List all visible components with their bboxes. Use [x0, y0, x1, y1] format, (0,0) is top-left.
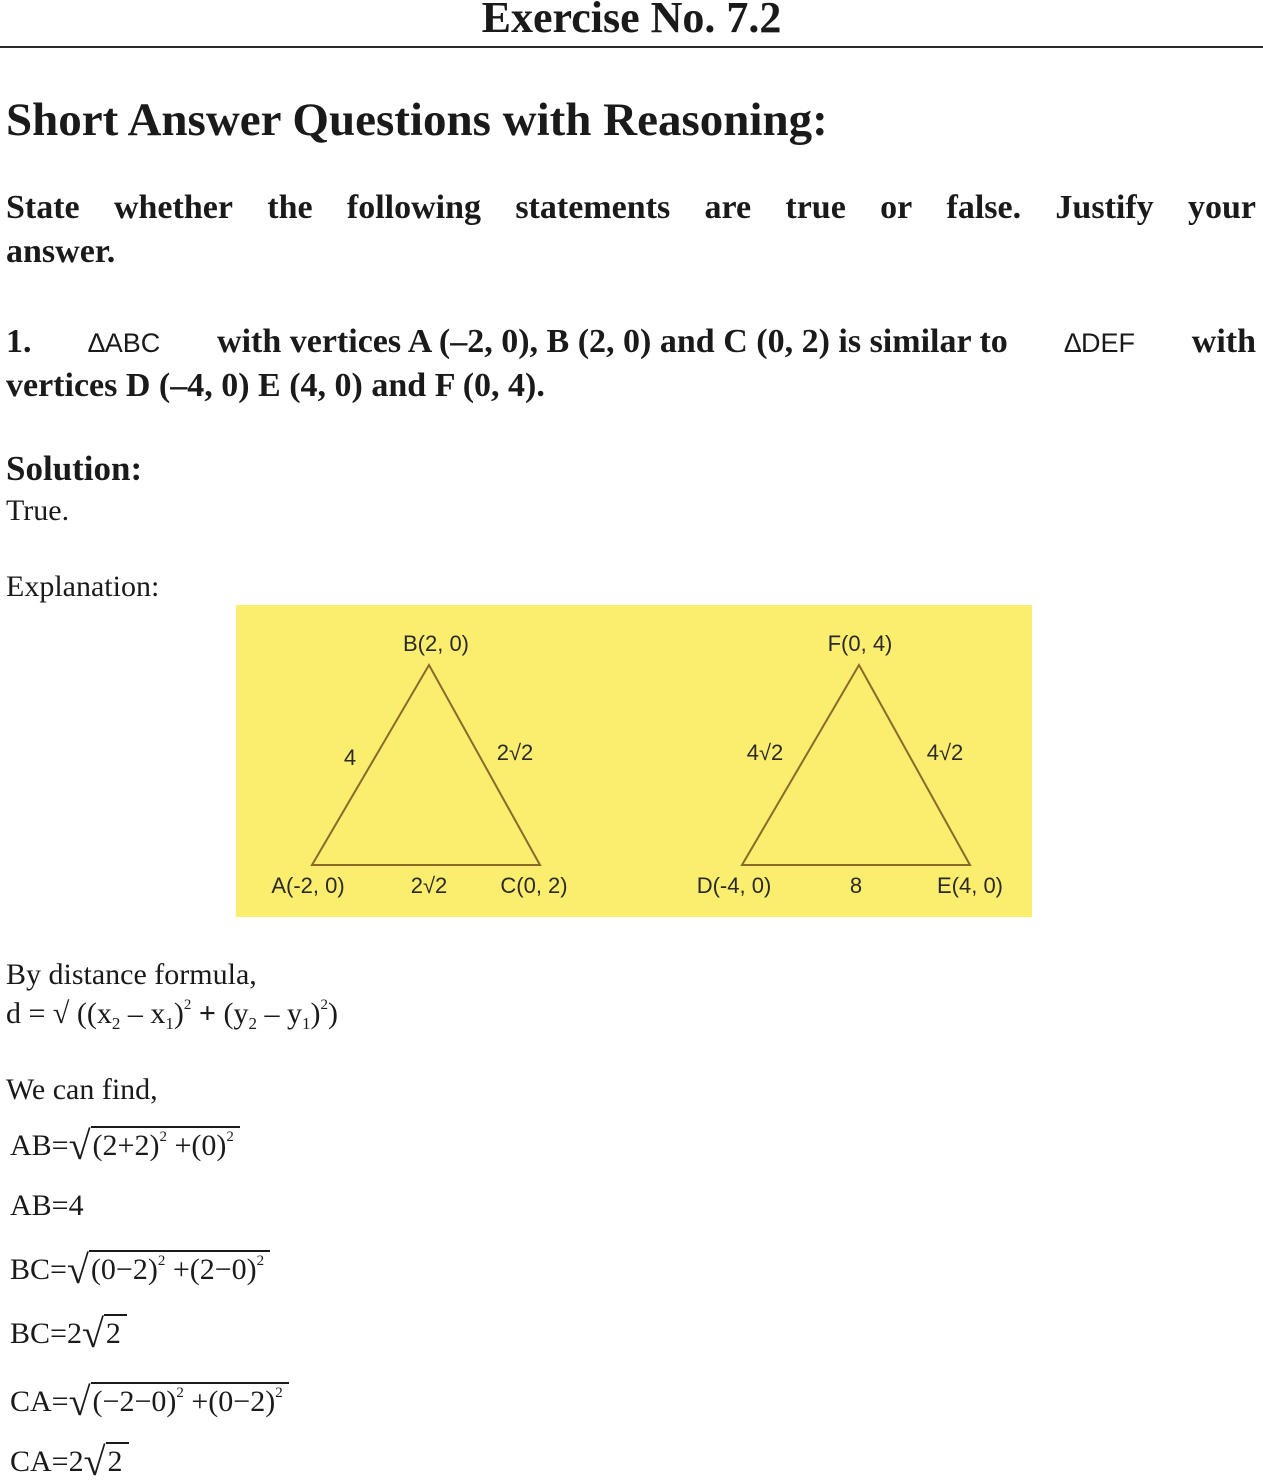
instruction-line-1	[6, 186, 1256, 230]
term: +(0−2)	[191, 1385, 276, 1418]
sqrt-symbol: √	[83, 1439, 106, 1484]
radicand: 2	[106, 1442, 129, 1478]
instruction-word: your	[1187, 189, 1256, 226]
section-heading: Short Answer Questions with Reasoning:	[6, 94, 828, 146]
question-number: 1.	[6, 323, 32, 360]
sqrt-symbol: √	[81, 1311, 104, 1356]
formula-part: – y	[264, 997, 302, 1030]
term: +(2−0)	[172, 1253, 257, 1286]
formula-part: (y	[223, 997, 249, 1030]
subscript: 1	[165, 1014, 174, 1033]
triangles-diagram	[236, 605, 1032, 917]
eq-label: CA=	[10, 1385, 69, 1418]
radicand: 2	[104, 1314, 127, 1350]
superscript: 2	[183, 997, 192, 1013]
instruction-word: or	[880, 189, 913, 226]
term: +(0)	[174, 1129, 227, 1162]
vertex-e-label: E(4, 0)	[936, 873, 1004, 898]
instruction-line-2: answer.	[6, 233, 116, 270]
side-de-label: 8	[849, 873, 863, 898]
superscript: 2	[256, 1253, 265, 1269]
question-line-2: vertices D (–4, 0) E (4, 0) and F (0, 4).	[6, 367, 545, 404]
triangle-def	[742, 665, 970, 865]
side-bc-label: 2√2	[496, 740, 534, 765]
vertex-f-label: F(0, 4)	[827, 631, 893, 656]
sqrt-symbol: √	[68, 1123, 91, 1168]
side-ab-label: 4	[343, 745, 357, 770]
side-fe-label: 4√2	[926, 740, 964, 765]
solution-answer: True.	[6, 494, 70, 527]
ca-result	[10, 1440, 129, 1484]
question-text-end: with	[1191, 323, 1256, 360]
instruction-word: whether	[113, 189, 233, 226]
explanation-label: Explanation:	[6, 570, 160, 603]
title-divider	[0, 46, 1263, 48]
instruction-word: statements	[515, 189, 671, 226]
instruction-word: following	[346, 189, 482, 226]
triangle-abc-symbol: ∆ABC	[88, 328, 161, 358]
formula-part: – x	[127, 997, 166, 1030]
ab-calculation	[10, 1124, 240, 1168]
distance-formula	[6, 996, 338, 1037]
instruction-word: State	[6, 189, 80, 226]
vertex-a-label: A(-2, 0)	[271, 873, 345, 898]
side-ac-label: 2√2	[410, 873, 448, 898]
triangles-figure	[236, 605, 1032, 917]
instruction-word: the	[267, 189, 313, 226]
eq-label: CA=2	[10, 1445, 84, 1478]
vertex-c-label: C(0, 2)	[500, 873, 568, 898]
vertex-b-label: B(2, 0)	[402, 631, 470, 656]
superscript: 2	[226, 1129, 234, 1145]
bc-calculation	[10, 1248, 270, 1292]
sqrt-symbol: √	[68, 1379, 91, 1424]
eq-label: BC=2	[10, 1317, 82, 1350]
eq-label: AB=	[10, 1129, 69, 1162]
term: (2+2)	[92, 1129, 160, 1162]
triangle-def-symbol: ∆DEF	[1064, 328, 1136, 358]
instruction-word: false.	[946, 189, 1022, 226]
radicand	[89, 1250, 270, 1291]
bc-result	[10, 1312, 127, 1356]
solution-heading: Solution:	[6, 449, 143, 488]
radicand	[91, 1382, 289, 1423]
formula-d: d	[6, 997, 21, 1030]
subscript: 2	[111, 1014, 121, 1033]
page-title: Exercise No. 7.2	[481, 0, 782, 42]
subscript: 1	[301, 1014, 311, 1033]
sqrt-symbol: √	[52, 997, 70, 1030]
formula-part: )	[173, 997, 184, 1030]
question-line-1	[6, 320, 1256, 365]
sqrt-symbol: √	[66, 1247, 89, 1292]
radicand	[91, 1126, 240, 1167]
superscript: 2	[275, 1385, 283, 1401]
term: (−2−0)	[92, 1385, 177, 1418]
instruction-word: are	[704, 189, 752, 226]
formula-plus: +	[198, 997, 216, 1030]
superscript: 2	[159, 1129, 167, 1145]
question-text: with vertices A (–2, 0), B (2, 0) and C (0, 2) is similar to	[217, 323, 1008, 360]
instruction-word: Justify	[1055, 189, 1154, 226]
we-can-find-label: We can find,	[6, 1073, 158, 1106]
superscript: 2	[176, 1385, 184, 1401]
subscript: 2	[248, 1014, 257, 1033]
eq-label: BC=	[10, 1253, 67, 1286]
instruction-word: true	[785, 189, 846, 226]
formula-eq: =	[28, 997, 46, 1030]
vertex-d-label: D(-4, 0)	[696, 873, 772, 898]
ca-calculation	[10, 1380, 289, 1424]
side-df-label: 4√2	[746, 740, 784, 765]
ab-result: AB=4	[10, 1189, 84, 1222]
formula-part: ((x	[76, 997, 112, 1030]
superscript: 2	[157, 1253, 166, 1269]
distance-formula-label: By distance formula,	[6, 958, 257, 991]
superscript: 2	[320, 997, 328, 1013]
formula-part: )	[310, 997, 321, 1030]
formula-part: )	[327, 997, 338, 1030]
term: (0−2)	[90, 1253, 158, 1286]
